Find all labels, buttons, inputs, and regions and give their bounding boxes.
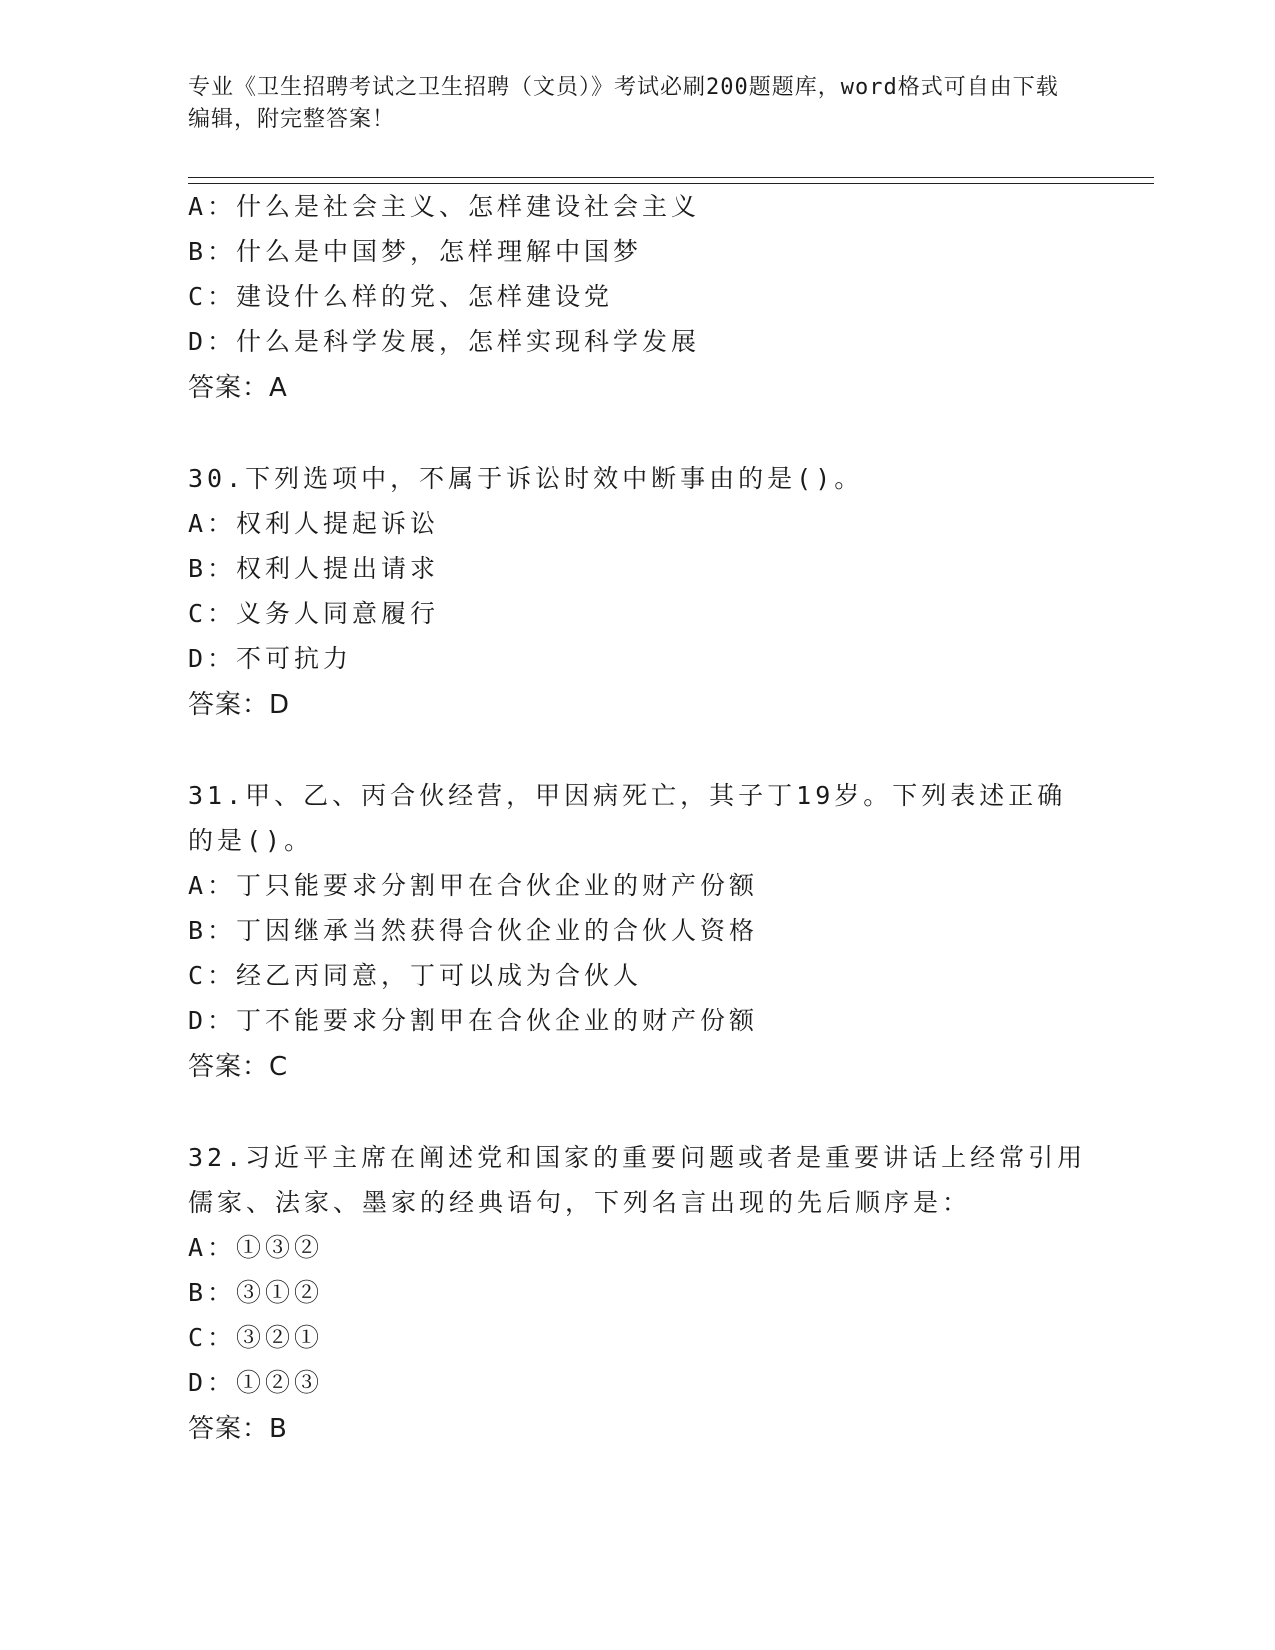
header-divider-top — [188, 177, 1154, 178]
q30-option-b: B：权利人提出请求 — [188, 554, 440, 583]
q32-option-d: D：①②③ — [188, 1368, 324, 1397]
q31-option-b: B：丁因继承当然获得合伙企业的合伙人资格 — [188, 916, 759, 945]
q30-answer: 答案：D — [188, 690, 291, 720]
q31-option-c: C：经乙丙同意，丁可以成为合伙人 — [188, 961, 643, 990]
q30-option-d: D：不可抗力 — [188, 644, 353, 673]
q32-answer: 答案：B — [188, 1414, 288, 1444]
q29-answer: 答案：A — [188, 373, 288, 403]
header-divider-bottom — [188, 183, 1154, 184]
q29-option-c: C：建设什么样的党、怎样建设党 — [188, 282, 614, 311]
q32-stem-line1: 32.习近平主席在阐述党和国家的重要问题或者是重要讲话上经常引用 — [188, 1143, 1087, 1172]
q31-option-d: D：丁不能要求分割甲在合伙企业的财产份额 — [188, 1006, 759, 1035]
q29-option-b: B：什么是中国梦，怎样理解中国梦 — [188, 237, 643, 266]
q30-option-c: C：义务人同意履行 — [188, 599, 440, 628]
q31-option-a: A：丁只能要求分割甲在合伙企业的财产份额 — [188, 871, 759, 900]
q31-answer: 答案：C — [188, 1052, 289, 1082]
document-header: 专业《卫生招聘考试之卫生招聘（文员）》考试必刷200题题库，word格式可自由下载编辑，附完整答案！ — [188, 75, 1059, 132]
q30-option-a: A：权利人提起诉讼 — [188, 509, 440, 538]
q32-stem-line2: 儒家、法家、墨家的经典语句，下列名言出现的先后顺序是： — [188, 1188, 972, 1217]
q32-option-c: C：③②① — [188, 1323, 324, 1352]
q31-stem-line1: 31.甲、乙、丙合伙经营，甲因病死亡，其子丁19岁。下列表述正确 — [188, 781, 1067, 810]
q30-stem: 30.下列选项中，不属于诉讼时效中断事由的是()。 — [188, 464, 864, 493]
q29-option-a: A：什么是社会主义、怎样建设社会主义 — [188, 192, 701, 221]
q32-option-b: B：③①② — [188, 1278, 324, 1307]
q32-option-a: A：①③② — [188, 1233, 324, 1262]
q29-option-d: D：什么是科学发展，怎样实现科学发展 — [188, 327, 701, 356]
q31-stem-line2: 的是()。 — [188, 826, 314, 855]
